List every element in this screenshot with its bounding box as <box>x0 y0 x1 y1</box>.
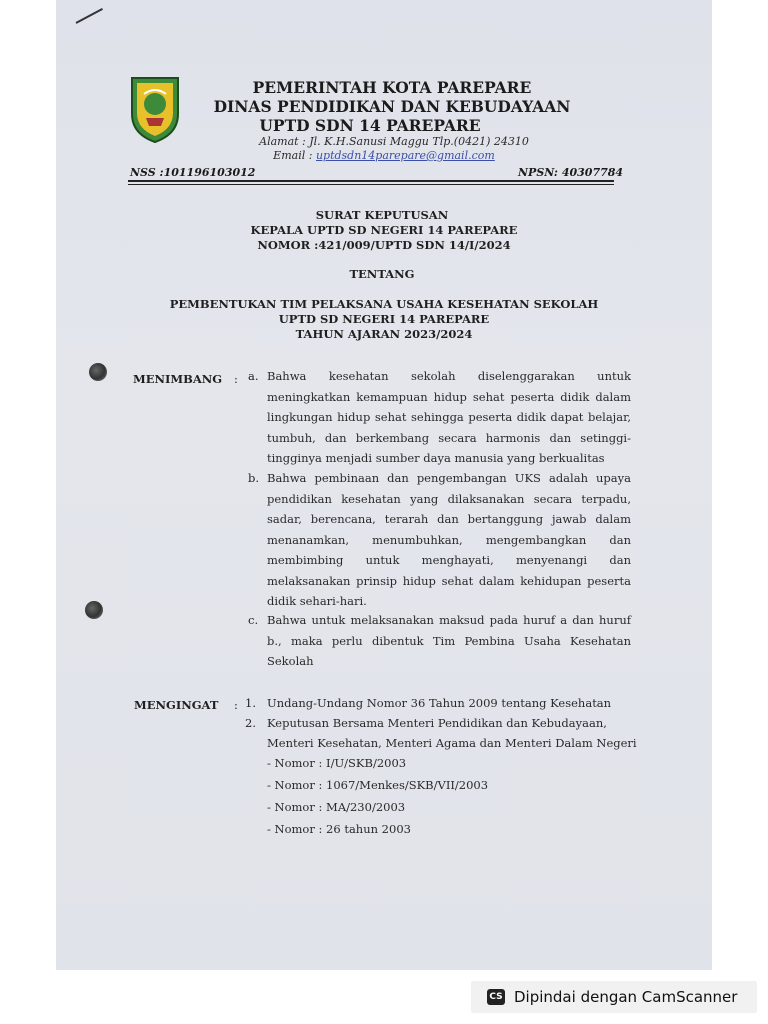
header-divider-thick <box>128 180 614 182</box>
menimbang-label: MENIMBANG <box>133 372 223 386</box>
decree-subject-line2: UPTD SD NEGERI 14 PAREPARE <box>278 312 490 326</box>
punch-hole-bottom <box>85 601 103 619</box>
mengingat-sub-item: - Nomor : I/U/SKB/2003 <box>267 756 407 770</box>
decree-issuer: KEPALA UPTD SD NEGERI 14 PAREPARE <box>250 223 518 237</box>
npsn-number: NPSN: 40307784 <box>518 166 624 179</box>
menimbang-marker-c: c. <box>248 613 259 627</box>
camscanner-watermark <box>471 981 757 1013</box>
mengingat-colon: : <box>234 698 238 712</box>
decree-title: SURAT KEPUTUSAN <box>315 208 449 222</box>
decree-number: NOMOR :421/009/UPTD SDN 14/I/2024 <box>257 238 511 252</box>
header-divider-thin <box>128 184 614 185</box>
mengingat-item-2-line1: Keputusan Bersama Menteri Pendidikan dan Kebudayaan, <box>267 716 607 730</box>
letterhead-line3: UPTD SDN 14 PAREPARE <box>259 116 481 135</box>
menimbang-item-a: Bahwa kesehatan sekolah diselenggarakan untuk meningkatkan kemampuan hidup sehat peserta didik dalam lingkungan hidup sehat sehingga peserta didik dapat belajar, tumbuh, dan berkembang secara harmonis dan setinggi-tingginya menjadi sumber daya manusia yang berkualitas <box>267 369 631 465</box>
mengingat-sub-item: - Nomor : MA/230/2003 <box>267 800 406 814</box>
decree-tentang: TENTANG <box>349 267 415 281</box>
mengingat-marker-2: 2. <box>245 716 256 730</box>
mengingat-sub-item: - Nomor : 26 tahun 2003 <box>267 822 411 836</box>
mengingat-label: MENGINGAT <box>134 698 219 712</box>
menimbang-item-b: Bahwa pembinaan dan pengembangan UKS adalah upaya pendidikan kesehatan yang dilaksanakan secara terpadu, sadar, berencana, terarah dan bertanggung jawab dalam menanamkan, menumbuhkan, mengembangkan dan membimbing untuk menghayati, menyenangi dan melaksanakan prinsip hidup sehat dalam kehidupan peserta didik sehari-hari. <box>267 471 631 608</box>
camscanner-logo-icon: CS <box>487 989 505 1005</box>
decree-subject-line1: PEMBENTUKAN TIM PELAKSANA USAHA KESEHATAN SEKOLAH <box>169 297 599 311</box>
menimbang-colon: : <box>234 372 238 386</box>
email-link[interactable]: uptdsdn14parepare@gmail.com <box>315 149 495 162</box>
menimbang-marker-b: b. <box>248 471 260 485</box>
email-label: Email : <box>273 149 316 162</box>
menimbang-item-c: Bahwa untuk melaksanakan maksud pada huruf a dan huruf b., maka perlu dibentuk Tim Pembina Usaha Kesehatan Sekolah <box>267 613 631 668</box>
letterhead-address: Alamat : Jl. K.H.Sanusi Maggu Tlp.(0421) 24310 <box>259 135 529 148</box>
camscanner-text: Dipindai dengan CamScanner <box>514 988 738 1006</box>
menimbang-marker-a: a. <box>248 369 259 383</box>
letterhead-line1: PEMERINTAH KOTA PAREPARE <box>252 78 532 97</box>
mengingat-marker-1: 1. <box>245 696 256 710</box>
punch-hole-top <box>89 363 107 381</box>
mengingat-item-2-line2: Menteri Kesehatan, Menteri Agama dan Menteri Dalam Negeri <box>267 736 637 750</box>
letterhead-line2: DINAS PENDIDIKAN DAN KEBUDAYAAN <box>213 97 571 116</box>
mengingat-sub-item: - Nomor : 1067/Menkes/SKB/VII/2003 <box>267 778 489 792</box>
decree-subject-line3: TAHUN AJARAN 2023/2024 <box>295 327 473 341</box>
nss-number: NSS :101196103012 <box>130 166 256 179</box>
mengingat-item-1: Undang-Undang Nomor 36 Tahun 2009 tentang Kesehatan <box>267 696 612 710</box>
letterhead-email <box>0 149 768 162</box>
